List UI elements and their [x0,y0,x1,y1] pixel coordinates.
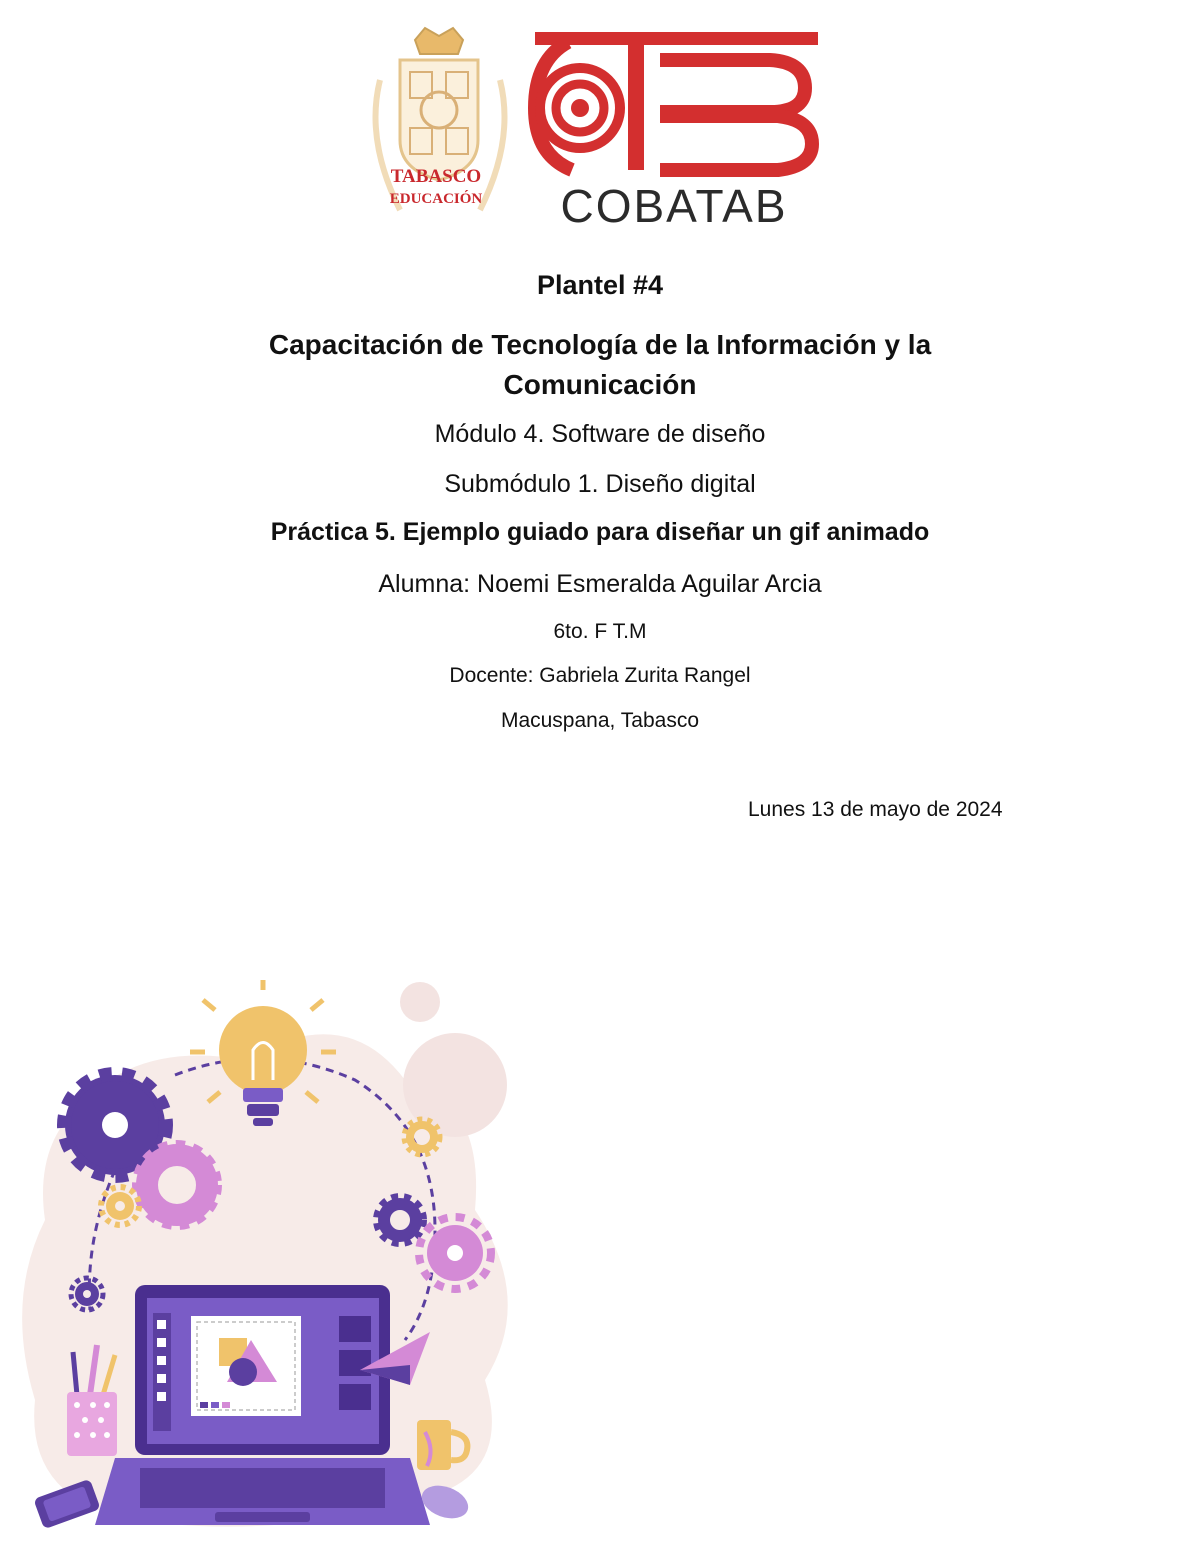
seal-text-line2: EDUCACIÓN [389,191,483,207]
tabasco-seal-logo [376,28,505,210]
capacitacion-line-1: Capacitación de Tecnología de la Información y la [268,329,932,360]
grupo-text: 6to. F T.M [553,620,647,643]
laptop-design-illustration [15,980,535,1550]
cobatab-wordmark: COBATAB [560,180,788,232]
laptop-icon [95,1285,430,1525]
header-logos [360,20,830,235]
small-gold-gear-icon [101,1187,139,1225]
modulo-text: Módulo 4. Software de diseño [434,420,766,448]
alumna-text: Alumna: Noemi Esmeralda Aguilar Arcia [378,570,822,598]
submodulo-text: Submódulo 1. Diseño digital [444,470,756,498]
seal-text-line1: TABASCO [390,166,482,187]
cobatab-logo [535,32,818,232]
plantel-heading: Plantel #4 [536,270,664,300]
lugar-text: Macuspana, Tabasco [500,709,700,732]
capacitacion-heading [0,325,1200,405]
fecha-text: Lunes 13 de mayo de 2024 [748,798,1003,821]
capacitacion-line-2: Comunicación [503,369,697,400]
docente-text: Docente: Gabriela Zurita Rangel [449,664,751,687]
practica-title: Práctica 5. Ejemplo guiado para diseñar un gif animado [270,518,930,546]
